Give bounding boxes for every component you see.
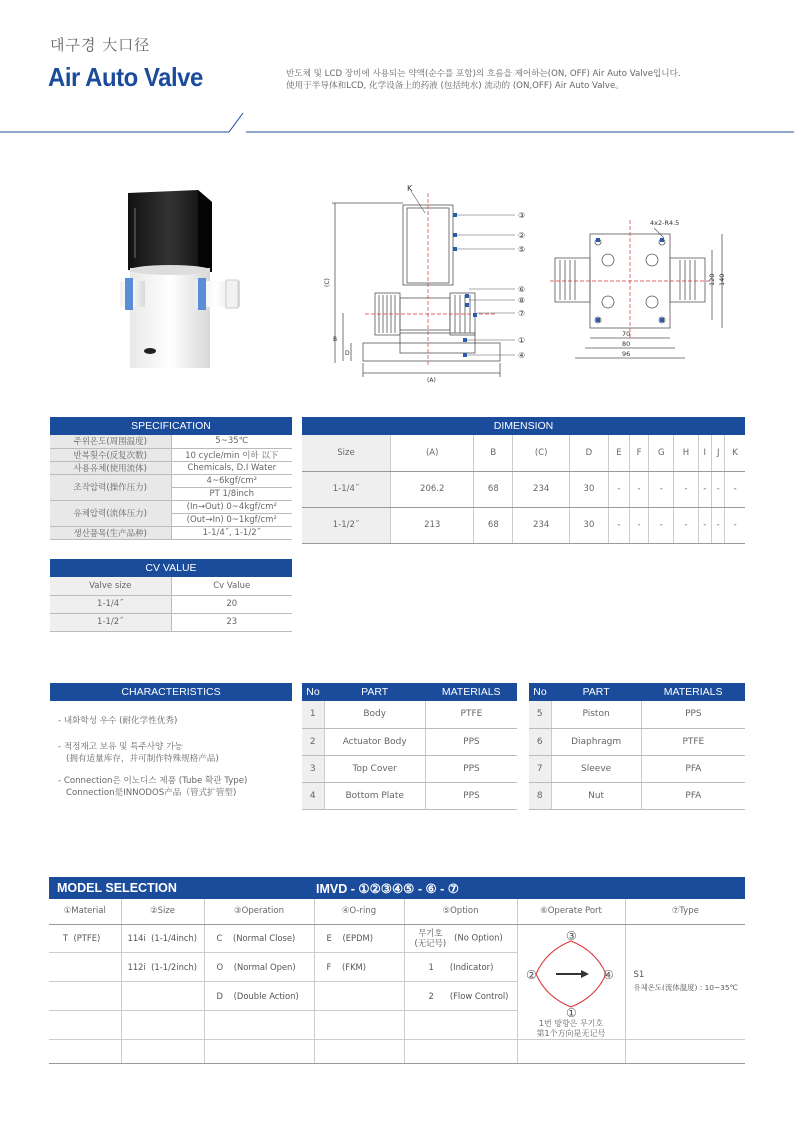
spec-row [50,435,292,448]
table-cell: 1-1/4˝ [50,595,171,613]
column-header: MATERIALS [641,683,745,701]
empty-cell [517,1039,625,1064]
part-material: PPS [425,782,517,809]
material-option [49,924,121,953]
option-name: (Double Action) [233,990,299,1001]
column-header: Cv Value [171,577,292,595]
oring-option [314,924,404,953]
spec-value: Chemicals, D.I Water [171,461,292,474]
description-chinese: 使用于半导体和LCD, 化学设备上的药液 (包括纯水) 流动的 (ON,OFF) Air Auto Valve。 [286,81,624,91]
part-callout-7: ⑦ [518,309,526,318]
spec-value: 10 cycle/min 이하 以下 [171,448,292,461]
column-header: ⑤Option [404,899,517,924]
port-note: 1번 방향은 무기호 [538,1018,604,1028]
spec-label: 반복횟수(反复次数) [50,448,171,461]
part-number: 2 [302,728,324,755]
dim-label-96: 96 [622,350,631,358]
part-material: PTFE [641,728,745,755]
column-header: No [302,683,324,701]
spec-row [50,461,292,474]
table-row [50,595,292,613]
column-header: Valve size [50,577,171,595]
table-cell: 213 [391,507,474,543]
operation-option [204,953,314,982]
empty-cell [314,1039,404,1064]
part-material: PPS [425,755,517,782]
side-view-drawing [315,183,535,383]
table-cell: - [712,471,725,507]
model-selection-header [49,877,745,899]
model-header-row [49,899,745,924]
dim-label-a: (A) [427,377,436,383]
option-code: 114i [127,933,146,944]
spec-label: 유체압력(流体压力) [50,500,171,526]
table-cell: 23 [171,613,292,631]
option-code: C [216,933,223,944]
part-number: 5 [529,701,551,728]
option-name: (EPDM) [342,933,374,944]
model-code-pattern: IMVD - ①②③④⑤ - ⑥ - ⑦ [316,882,460,896]
type-cell [625,924,745,1039]
port-label-3: ③ [566,930,577,943]
option-choice [404,982,517,1011]
empty-cell [121,982,204,1011]
part-callout-8: ⑧ [518,296,526,305]
column-header: MATERIALS [425,683,517,701]
column-header: B [474,435,513,471]
table-cell: 68 [474,507,513,543]
option-code: 112i [127,962,146,973]
option-name: (Indicator) [449,962,494,973]
part-number: 8 [529,782,551,809]
specification-header: SPECIFICATION [50,417,292,435]
dim-label-k: K [407,184,413,193]
table-cell: 234 [513,507,570,543]
table-cell: - [674,471,698,507]
empty-cell [49,1039,121,1064]
dim-label-b: B [333,336,338,343]
materials-table-left [302,683,517,810]
option-name: (FKM) [341,962,367,973]
dim-label-d: D [345,350,350,357]
part-number: 3 [302,755,324,782]
option-code: F [326,962,332,973]
table-cell: - [725,507,745,543]
header-divider [0,110,794,140]
part-material: PFA [641,755,745,782]
table-cell: - [698,471,711,507]
table-row [49,924,745,953]
operate-port-diagram [526,931,616,1017]
materials-header-row [529,683,745,701]
empty-cell [49,982,121,1011]
empty-cell [49,953,121,982]
dimension-header-row [302,435,745,471]
part-name: Top Cover [324,755,425,782]
option-name: (1-1/4inch) [151,933,198,944]
part-material: PFA [641,782,745,809]
option-code: 2 [428,990,434,1001]
part-callout-5: ⑤ [518,245,526,254]
hole-spec-label: 4x2-R4.5 [650,219,680,227]
empty-cell [314,982,404,1011]
cv-value-header: CV VALUE [50,559,292,577]
column-header: H [674,435,698,471]
table-row [302,755,517,782]
table-row [50,613,292,631]
table-cell: - [649,507,674,543]
option-name: (Normal Open) [233,962,296,973]
characteristic-item-detail: Connection是INNODOS产品（管式扩管型) [66,788,237,798]
port-label-2: ② [526,967,537,982]
column-header: ①Material [49,899,121,924]
option-name: (No Option) [454,932,503,943]
characteristic-item: - 내화학성 우수 (耐化学性优秀) [58,716,178,726]
table-cell: 20 [171,595,292,613]
dim-label-120: 120 [708,273,716,286]
product-photo [120,188,240,378]
table-row [529,728,745,755]
column-header: (C) [513,435,570,471]
spec-value: 5~35℃ [171,435,292,448]
part-name: Actuator Body [324,728,425,755]
dim-label-80: 80 [622,340,631,348]
column-header: ④O-ring [314,899,404,924]
column-header: Size [302,435,391,471]
option-code: 무기호 [418,928,443,939]
spec-value: 4~6kgf/cm² [171,474,292,487]
table-row [529,701,745,728]
column-header: K [725,435,745,471]
port-note: 第1个方向是无记号 [536,1028,606,1038]
table-cell: - [629,471,648,507]
table-cell: 1-1/2˝ [302,507,391,543]
spec-label: 주위온도(周围温度) [50,435,171,448]
column-header: J [712,435,725,471]
size-option [121,953,204,982]
part-name: Body [324,701,425,728]
empty-cell [625,1039,745,1064]
part-material: PTFE [425,701,517,728]
part-name: Piston [551,701,641,728]
table-row [302,471,745,507]
operate-port-cell [517,924,625,1039]
empty-cell [404,1039,517,1064]
part-callout-4: ④ [518,351,526,360]
option-code: 1 [428,962,434,973]
table-cell: - [649,471,674,507]
characteristic-item: - Connection은 이노디스 제품 (Tube 확관 Type) [58,776,248,786]
table-row [302,507,745,543]
spec-row [50,526,292,539]
part-callout-6: ⑥ [518,285,526,294]
table-cell: 30 [570,471,609,507]
table-cell: 1-1/2˝ [50,613,171,631]
option-code: (无记号) [414,938,447,949]
table-row [302,728,517,755]
spec-label: 생산품목(生产品种) [50,526,171,539]
column-header: ⑦Type [625,899,745,924]
part-callout-3: ③ [518,211,526,220]
characteristics-header: CHARACTERISTICS [50,683,292,701]
option-name: (Flow Control) [449,990,509,1001]
table-row [529,755,745,782]
specification-section [50,417,292,540]
table-row [529,782,745,809]
materials-table-right [529,683,745,810]
option-code: T [63,933,69,944]
part-number: 6 [529,728,551,755]
dim-label-70: 70 [622,330,631,338]
column-header: PART [324,683,425,701]
option-choice [404,953,517,982]
spec-row [50,500,292,513]
part-callout-2: ② [518,231,526,240]
part-number: 7 [529,755,551,782]
column-header: ③Operation [204,899,314,924]
column-header: I [698,435,711,471]
page-title: Air Auto Valve [48,62,203,92]
part-callout-1: ① [518,336,526,345]
empty-cell [121,1039,204,1064]
column-header: ⑥Operate Port [517,899,625,924]
spec-row [50,448,292,461]
empty-cell [121,1010,204,1039]
empty-cell [204,1010,314,1039]
part-name: Sleeve [551,755,641,782]
option-code: O [216,962,224,973]
materials-header-row [302,683,517,701]
type-code: S1 [633,970,645,980]
empty-cell [204,1039,314,1064]
empty-cell [404,1010,517,1039]
column-header: G [649,435,674,471]
characteristic-item: - 적정재고 보유 및 특주사양 가능 [58,742,183,752]
column-header: F [629,435,648,471]
table-row [302,782,517,809]
spec-label: 사용유체(使用流体) [50,461,171,474]
size-option [121,924,204,953]
spec-value: (In→Out) 0~4kgf/cm² [171,500,292,513]
part-name: Bottom Plate [324,782,425,809]
table-cell: - [629,507,648,543]
column-header: PART [551,683,641,701]
table-cell: - [698,507,711,543]
table-cell: - [608,507,629,543]
table-cell: 30 [570,507,609,543]
dimension-header: DIMENSION [302,417,745,435]
characteristic-item-detail: (拥有适量库存，并可制作特殊规格产品) [66,754,219,764]
dimension-section [302,417,745,544]
part-name: Nut [551,782,641,809]
dim-label-140: 140 [718,273,726,286]
column-header: ②Size [121,899,204,924]
column-header: No [529,683,551,701]
table-cell: - [712,507,725,543]
spec-row [50,474,292,487]
model-selection-table [49,899,745,1064]
table-cell: - [674,507,698,543]
table-cell: 68 [474,471,513,507]
option-code: E [326,933,332,944]
characteristics-section [50,683,292,799]
part-material: PPS [641,701,745,728]
spec-value: (Out→In) 0~1kgf/cm² [171,513,292,526]
table-cell: 234 [513,471,570,507]
table-cell: - [608,471,629,507]
empty-cell [49,1010,121,1039]
page-subtitle: 대구경 大口径 [50,36,151,54]
table-cell: 1-1/4˝ [302,471,391,507]
port-label-1: ① [566,1005,577,1017]
option-choice [404,924,517,953]
option-code: D [216,990,223,1001]
part-name: Diaphragm [551,728,641,755]
table-cell: 206.2 [391,471,474,507]
spec-label: 조작압력(操作压力) [50,474,171,500]
part-material: PPS [425,728,517,755]
cv-value-section [50,559,292,632]
table-row [302,701,517,728]
column-header: E [608,435,629,471]
model-selection-title: MODEL SELECTION [57,881,177,895]
description-korean: 반도체 및 LCD 장비에 사용되는 약액(순수를 포함)의 흐름을 제어하는(ON, OFF) Air Auto Valve입니다. [286,69,681,79]
operation-option [204,982,314,1011]
port-label-4: ④ [603,967,614,982]
column-header: (A) [391,435,474,471]
dim-label-c: (C) [324,278,331,287]
table-row [49,1039,745,1064]
type-note: 유체온도(流体温度) : 10~35℃ [633,983,738,992]
table-cell: - [725,471,745,507]
option-name: (Normal Close) [233,933,296,944]
column-header: D [570,435,609,471]
option-name: (PTFE) [73,933,101,944]
cv-header-row [50,577,292,595]
spec-value: 1-1/4˝, 1-1/2˝ [171,526,292,539]
operation-option [204,924,314,953]
product-description [286,68,681,92]
part-number: 1 [302,701,324,728]
option-name: (1-1/2inch) [151,962,198,973]
oring-option [314,953,404,982]
top-view-drawing [550,210,730,370]
part-number: 4 [302,782,324,809]
spec-value: PT 1/8inch [171,487,292,500]
empty-cell [314,1010,404,1039]
